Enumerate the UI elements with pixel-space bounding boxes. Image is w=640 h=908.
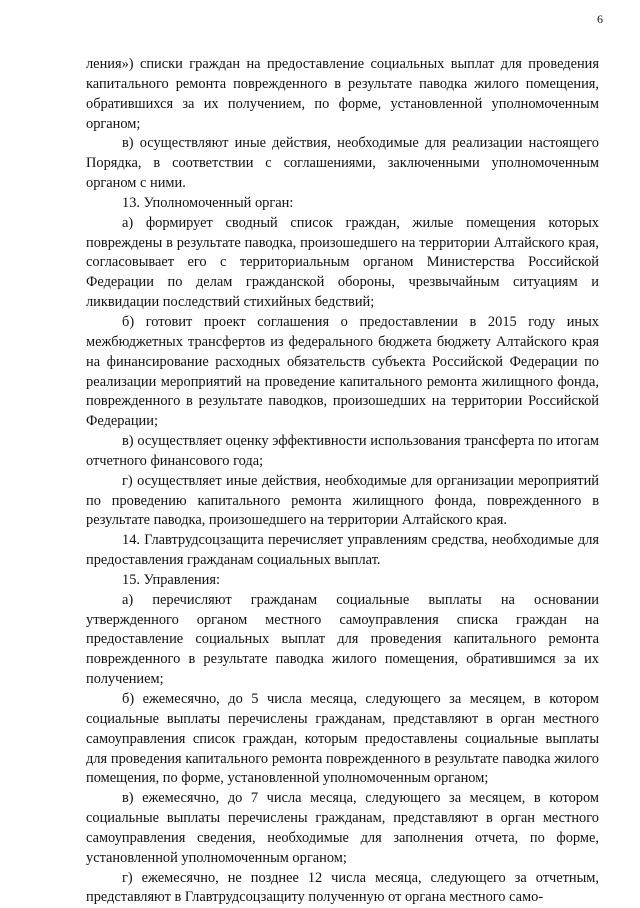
clause-15-heading: 15. Управления: (122, 571, 220, 588)
clause-14: 14. Главтрудсоцзащита перечисляет управлениям средства, необходимые для предоставления гражданам социальных выплат. (86, 532, 599, 569)
paragraph-15-b: б) ежемесячно, до 5 числа месяца, следующего за месяцем, в котором социальные выплаты перечислены гражданам, представляют в орган местного самоуправления список граждан, которым предоставлены социальные выплаты для проведения капитального ремонта поврежденного в результате паводка жилого помещения, по форме, установленной уполномоченным органом; (86, 691, 599, 787)
clause-13-heading: 13. Уполномоченный орган: (122, 194, 294, 211)
paragraph-13-a: а) формирует сводный список граждан, жилые помещения которых повреждены в результате паводка, произошедшего на территории Алтайского края, согласовывает его с территориальным органом Министерства Российской Федерации по делам гражданской обороны, чрезвычайным ситуациям и ликвидации последствий стихийных бедствий; (86, 214, 599, 311)
paragraph-15-v: в) ежемесячно, до 7 числа месяца, следующего за месяцем, в котором социальные выплаты перечислены гражданам, представляют в орган местного самоуправления сведения, необходимые для заполнения отчета, по форме, установленной уполномоченным органом; (86, 790, 599, 866)
page-number: 6 (597, 12, 603, 26)
paragraph-13-g: г) осуществляет иные действия, необходимые для организации мероприятий по проведению капитального ремонта жилищного фонда, поврежденного в результате паводка, произошедшего на территории Алтайского края. (86, 472, 599, 529)
paragraph-13-v: в) осуществляет оценку эффективности использования трансферта по итогам отчетного финансового года; (86, 433, 599, 469)
document-body (86, 55, 599, 908)
paragraph-15-g: г) ежемесячно, не позднее 12 числа месяца, следующего за отчетным, представляют в Главтрудсоцзащиту полученную от органа местного само- (86, 869, 599, 906)
paragraph-15-a: а) перечисляют гражданам социальные выплаты на основании утвержденного органом местного самоуправления списка граждан на предоставление социальных выплат для проведения капитального ремонта поврежденного в результате паводка жилого помещения, обратившимся за их получением; (86, 591, 599, 688)
paragraph-12-v: в) осуществляют иные действия, необходимые для реализации настоящего Порядка, в соответствии с соглашениями, заключенными уполномоченным органом с ними. (86, 135, 599, 192)
paragraph-continuation: ления») списки граждан на предоставление социальных выплат для проведения капитального ремонта поврежденного в результате паводка жилого помещения, обратившихся за их получением, по форме, установленной уполномоченным органом; (86, 56, 599, 132)
paragraph-13-b: б) готовит проект соглашения о предоставлении в 2015 году иных межбюджетных трансфертов из федерального бюджета бюджету Алтайского края на финансирование расходных обязательств субъекта Российской Федерации по реализации мероприятий на проведение капитального ремонта жилищного фонда, поврежденного в результате паводков, произошедших на территории Российской Федерации; (86, 313, 599, 430)
